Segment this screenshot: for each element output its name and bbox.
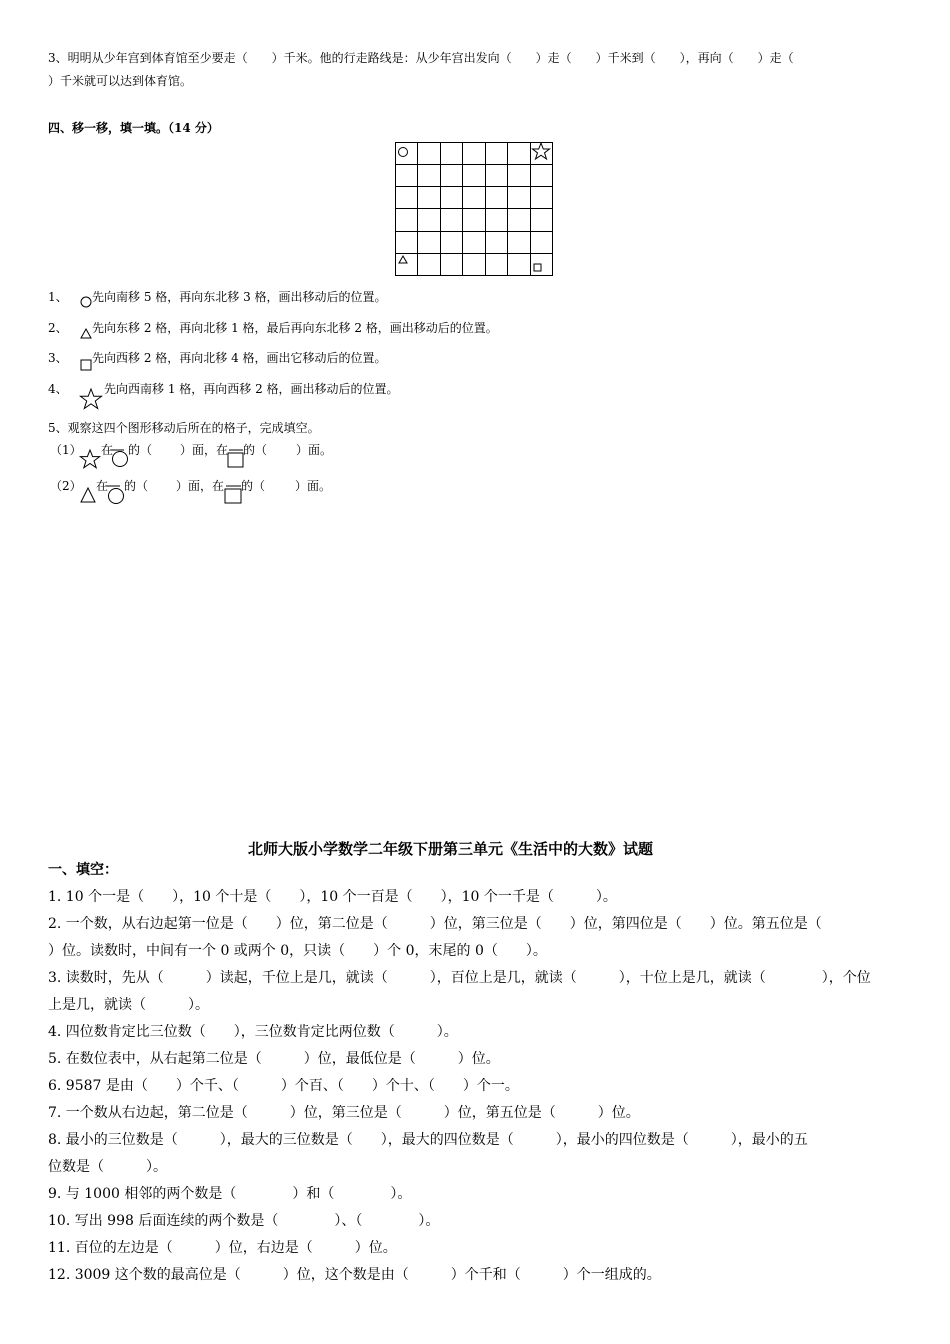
grid-cell <box>508 209 530 231</box>
grid-cell <box>418 165 440 187</box>
grid-cell <box>418 254 440 276</box>
grid-star-icon <box>531 142 551 160</box>
item4-num: 4、 <box>48 382 68 396</box>
unit3-question-line: 6. 9587 是由（ ）个千、（ ）个百、（ ）个十、（ ）个一。 <box>48 1078 519 1094</box>
unit3-question-line: 7. 一个数从右边起，第二位是（ ）位，第三位是（ ）位，第五位是（ ）位。 <box>48 1105 640 1121</box>
q5-sub1-zai: 在 <box>101 443 114 457</box>
grid-cell <box>418 143 440 165</box>
unit3-question-line: 5. 在数位表中，从右起第二位是（ ）位，最低位是（ ）位。 <box>48 1051 500 1067</box>
unit3-section1-title: 一、填空： <box>48 862 118 878</box>
grid-triangle-icon <box>398 255 408 264</box>
grid-cell <box>486 254 508 276</box>
item2-triangle-icon <box>80 328 92 339</box>
grid-cell <box>441 165 463 187</box>
grid-cell <box>531 187 553 209</box>
grid-cell <box>418 232 440 254</box>
grid-cell <box>486 187 508 209</box>
q5-sub1-de: 的（ <box>128 443 153 457</box>
unit3-question-line: ）位。读数时，中间有一个 0 或两个 0，只读（ ）个 0，末尾的 0（ ）。 <box>48 943 547 959</box>
grid-cell <box>463 254 485 276</box>
section4-title: 四、移一移，填一填。（14 分） <box>48 121 219 135</box>
grid-cell <box>463 232 485 254</box>
grid-cell <box>441 187 463 209</box>
grid-cell <box>418 187 440 209</box>
item3-text: 先向西移 2 格，再向北移 4 格，画出它移动后的位置。 <box>92 351 387 365</box>
unit3-question-line: 3. 读数时，先从（ ）读起，千位上是几，就读（ ），百位上是几，就读（ ），十位上是几，就读（ ），个位 <box>48 970 871 986</box>
unit3-question-line: 1. 10 个一是（ ），10 个十是（ ），10 个一百是（ ），10 个一千是（ ）。 <box>48 889 617 905</box>
item1-circle-icon <box>80 296 92 308</box>
q5-sub2-zai: 在 <box>96 479 109 493</box>
grid-cell <box>508 187 530 209</box>
top-q3-line1: 3、明明从少年宫到体育馆至少要走（ ）千米。他的行走路线是：从少年宫出发向（ ）走（ ）千米到（ ），再向（ ）走（ <box>48 51 794 65</box>
movement-grid <box>395 142 553 276</box>
q5-sub2-de2: 的（ <box>241 479 266 493</box>
q5-sub2-triangle-icon <box>80 487 96 504</box>
q5-sub2-circle-icon <box>106 486 125 505</box>
grid-cell <box>531 232 553 254</box>
grid-cell <box>396 209 418 231</box>
unit3-question-line: 11. 百位的左边是（ ）位，右边是（ ）位。 <box>48 1240 397 1256</box>
q5-text: 5、观察这四个图形移动后所在的格子，完成填空。 <box>48 421 320 435</box>
unit3-title: 北师大版小学数学二年级下册第三单元《生活中的大数》试题 <box>248 840 654 858</box>
grid-cell <box>441 209 463 231</box>
q5-sub1-de2: 的（ <box>243 443 268 457</box>
grid-cell <box>418 209 440 231</box>
q5-sub1-mian-zai: ）面，在 <box>180 443 229 457</box>
unit3-question-line: 4. 四位数肯定比三位数（ ），三位数肯定比两位数（ ）。 <box>48 1024 458 1040</box>
unit3-question-line: 2. 一个数，从右边起第一位是（ ）位，第二位是（ ）位，第三位是（ ）位，第四位是（ ）位。第五位是（ <box>48 916 822 932</box>
item4-text: 先向西南移 1 格，再向西移 2 格，画出移动后的位置。 <box>104 382 399 396</box>
grid-cell <box>463 143 485 165</box>
item1-text: 先向南移 5 格，再向东北移 3 格，画出移动后的位置。 <box>92 290 387 304</box>
grid-cell <box>441 143 463 165</box>
unit3-question-line: 10. 写出 998 后面连续的两个数是（ ）、（ ）。 <box>48 1213 440 1229</box>
q5-sub2-num: （2） <box>50 479 82 493</box>
grid-cell <box>463 187 485 209</box>
grid-cell <box>531 165 553 187</box>
top-q3-line2: ）千米就可以达到体育馆。 <box>48 74 193 88</box>
unit3-question-line: 9. 与 1000 相邻的两个数是（ ）和（ ）。 <box>48 1186 412 1202</box>
item3-num: 3、 <box>48 351 68 365</box>
grid-cell <box>486 209 508 231</box>
q5-sub1-star-icon <box>79 449 101 469</box>
item4-star-icon <box>79 388 103 410</box>
unit3-question-line: 位数是（ ）。 <box>48 1159 167 1175</box>
grid-cell <box>396 232 418 254</box>
grid-cell <box>508 143 530 165</box>
grid-cell <box>396 187 418 209</box>
grid-cell <box>508 232 530 254</box>
grid-cell <box>486 232 508 254</box>
q5-sub2-mian-end: ）面。 <box>295 479 332 493</box>
grid-cell <box>531 209 553 231</box>
grid-cell <box>508 254 530 276</box>
grid-cell <box>508 165 530 187</box>
grid-circle-icon <box>397 146 409 158</box>
q5-sub1-mian-end: ）面。 <box>296 443 333 457</box>
grid-cell <box>441 254 463 276</box>
grid-cell <box>486 165 508 187</box>
q5-sub2-mian-zai: ）面，在 <box>176 479 225 493</box>
item3-square-icon <box>80 359 92 371</box>
unit3-question-line: 8. 最小的三位数是（ ），最大的三位数是（ ），最大的四位数是（ ），最小的四位数是（ ），最小的五 <box>48 1132 808 1148</box>
grid-cell <box>463 165 485 187</box>
grid-cell <box>463 209 485 231</box>
unit3-question-line: 12. 3009 这个数的最高位是（ ）位，这个数是由（ ）个千和（ ）个一组成的。 <box>48 1267 661 1283</box>
item1-num: 1、 <box>48 290 68 304</box>
grid-cell <box>441 232 463 254</box>
grid-cell <box>396 165 418 187</box>
grid-cell <box>486 143 508 165</box>
q5-sub1-num: （1） <box>50 443 82 457</box>
item2-num: 2、 <box>48 321 68 335</box>
q5-sub1-circle-icon <box>111 450 129 468</box>
item2-text: 先向东移 2 格，再向北移 1 格，最后再向东北移 2 格，画出移动后的位置。 <box>92 321 498 335</box>
unit3-question-line: 上是几，就读（ ）。 <box>48 997 209 1013</box>
q5-sub2-de: 的（ <box>124 479 149 493</box>
grid-square-icon <box>533 263 542 272</box>
